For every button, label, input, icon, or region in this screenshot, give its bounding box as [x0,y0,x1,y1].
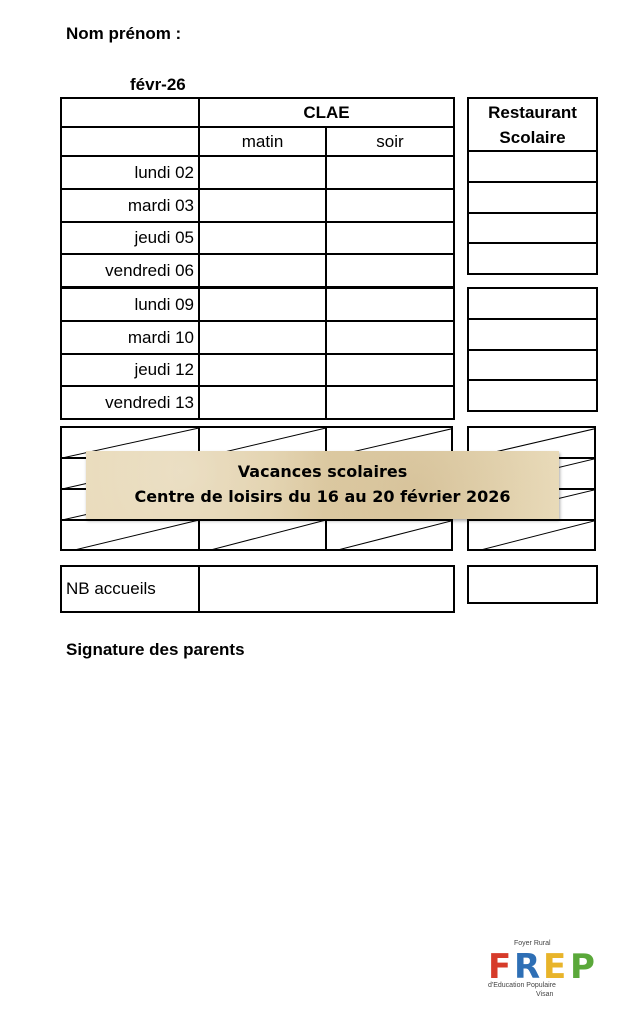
nb-accueils-restaurant-table [467,565,598,604]
matin-cell[interactable] [199,156,326,189]
restaurant-cell[interactable] [468,213,597,243]
matin-cell[interactable] [199,189,326,222]
logo-line2: d'Education Populaire [488,982,556,989]
restaurant-cell[interactable] [468,182,597,213]
soir-header: soir [326,127,454,156]
svg-text:F: F [488,948,512,982]
soir-cell[interactable] [326,254,454,287]
day-label: mardi 03 [61,189,199,222]
matin-cell[interactable] [199,321,326,354]
restaurant-label-line2: Scolaire [499,127,566,147]
soir-cell[interactable] [326,222,454,254]
nb-accueils-table [60,565,455,613]
logo-line1: Foyer Rural [514,940,551,947]
frep-logo [486,940,604,1010]
restaurant-cell[interactable] [468,380,597,411]
subheader-empty-cell [61,127,199,156]
soir-cell[interactable] [326,386,454,419]
matin-cell[interactable] [199,288,326,321]
soir-cell[interactable] [326,189,454,222]
matin-cell[interactable] [199,354,326,386]
matin-cell[interactable] [199,254,326,287]
svg-text:E: E [543,948,567,982]
nb-accueils-cell[interactable] [199,566,454,612]
day-label: vendredi 13 [61,386,199,419]
month-label: févr-26 [130,75,186,94]
day-label: mardi 10 [61,321,199,354]
soir-cell[interactable] [326,354,454,386]
day-label: lundi 02 [61,156,199,189]
matin-cell[interactable] [199,386,326,419]
nb-accueils-label: NB accueils [61,566,199,612]
banner-title: Vacances scolaires [237,462,408,481]
restaurant-header [468,98,597,151]
svg-text:R: R [514,948,541,982]
nb-accueils-restaurant-cell[interactable] [468,566,597,603]
soir-cell[interactable] [326,156,454,189]
restaurant-cell[interactable] [468,288,597,319]
soir-cell[interactable] [326,288,454,321]
holiday-banner [86,451,559,519]
matin-header: matin [199,127,326,156]
restaurant-label-line1: Restaurant [488,102,577,122]
day-label: jeudi 12 [61,354,199,386]
banner-subtitle: Centre de loisirs du 16 au 20 février 2026 [134,487,511,506]
clae-table-week1 [60,97,455,288]
matin-cell[interactable] [199,222,326,254]
svg-text:P: P [570,948,595,982]
day-label: jeudi 05 [61,222,199,254]
clae-table-week2 [60,287,455,420]
soir-cell[interactable] [326,321,454,354]
header-empty-cell [61,98,199,127]
restaurant-table-week2 [467,287,598,412]
signature-label: Signature des parents [66,640,245,659]
clae-header: CLAE [199,98,454,127]
restaurant-table-week1 [467,97,598,275]
restaurant-cell[interactable] [468,319,597,350]
day-label: lundi 09 [61,288,199,321]
logo-line3: Visan [536,991,554,998]
restaurant-cell[interactable] [468,243,597,274]
restaurant-cell[interactable] [468,350,597,380]
name-label: Nom prénom : [66,24,182,43]
frep-letters-icon [486,948,604,982]
restaurant-cell[interactable] [468,151,597,182]
day-label: vendredi 06 [61,254,199,287]
